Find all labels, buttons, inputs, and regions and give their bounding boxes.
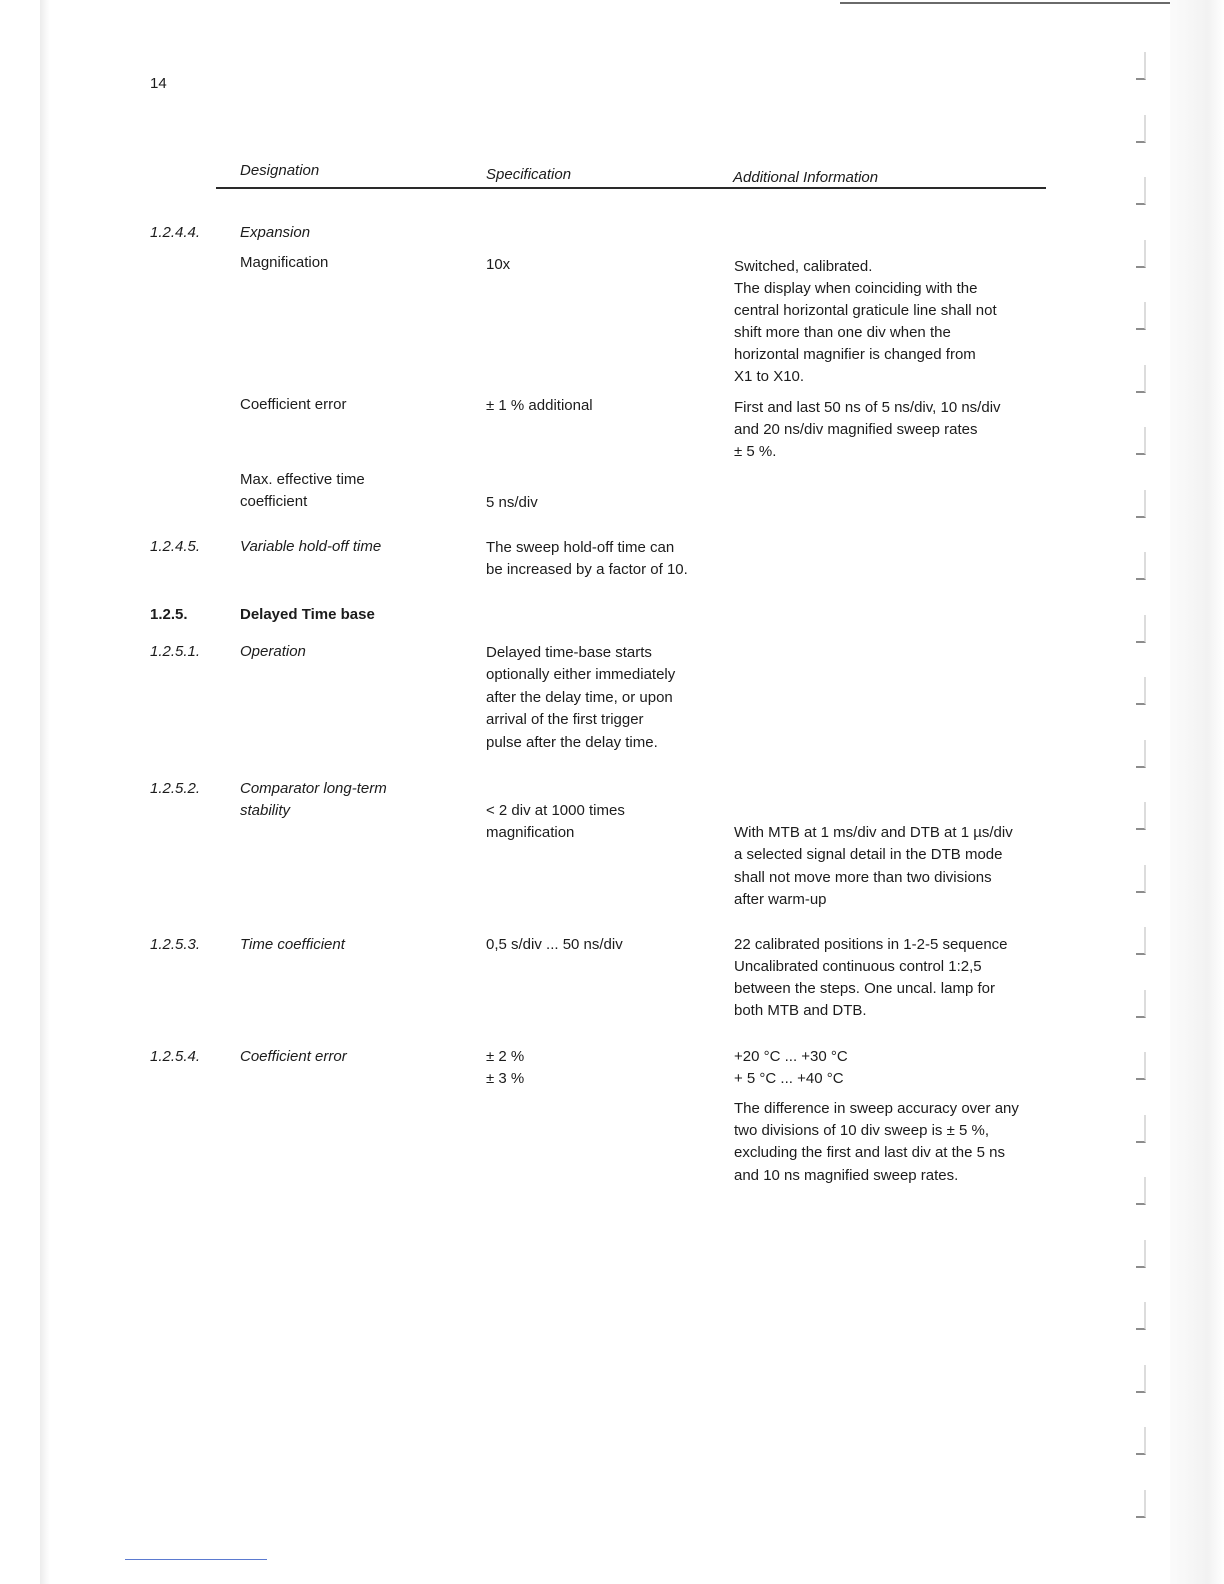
magnification-info-line: shift more than one div when the <box>734 324 951 341</box>
binder-mark <box>1136 1115 1146 1143</box>
section-title-line: Comparator long-term <box>240 780 387 797</box>
binder-mark <box>1136 927 1146 955</box>
scan-edge-left <box>40 0 50 1584</box>
section-number: 1.2.5.3. <box>150 936 201 953</box>
section-title: Expansion <box>240 224 311 241</box>
binder-mark <box>1136 865 1146 893</box>
temperature-range-line: + 5 °C ... +40 °C <box>734 1070 844 1087</box>
section-number: 1.2.5.2. <box>150 780 201 797</box>
binder-mark <box>1136 115 1146 143</box>
max-effective-spec: 5 ns/div <box>486 494 538 511</box>
coefficient-error-info-line: ± 5 %. <box>734 443 777 460</box>
binder-mark <box>1136 365 1146 393</box>
binder-mark <box>1136 302 1146 330</box>
stability-info-line: after warm-up <box>734 891 827 908</box>
operation-spec-line: optionally either immediately <box>486 666 676 683</box>
scan-edge-right <box>1170 0 1224 1584</box>
sweep-accuracy-info-line: two divisions of 10 div sweep is ± 5 %, <box>734 1122 990 1139</box>
temperature-range-line: +20 °C ... +30 °C <box>734 1048 848 1065</box>
stability-info-line: a selected signal detail in the DTB mode <box>734 846 1003 863</box>
sweep-accuracy-info-line: excluding the first and last div at the 5 ns <box>734 1144 1005 1161</box>
binder-mark <box>1136 615 1146 643</box>
sweep-accuracy-info-line: and 10 ns magnified sweep rates. <box>734 1167 959 1184</box>
binder-mark <box>1136 240 1146 268</box>
max-effective-label-line: Max. effective time <box>240 471 365 488</box>
magnification-spec: 10x <box>486 256 511 273</box>
binder-mark <box>1136 552 1146 580</box>
binder-mark <box>1136 1177 1146 1205</box>
section-number: 1.2.4.5. <box>150 538 201 555</box>
binder-mark <box>1136 990 1146 1018</box>
binder-mark <box>1136 1240 1146 1268</box>
binder-mark <box>1136 677 1146 705</box>
binder-mark <box>1136 1427 1146 1455</box>
binder-mark <box>1136 1302 1146 1330</box>
binder-mark <box>1136 1052 1146 1080</box>
column-header-specification: Specification <box>486 166 572 183</box>
binder-mark <box>1136 802 1146 830</box>
coefficient-error-label: Coefficient error <box>240 396 347 413</box>
page-number: 14 <box>150 75 167 92</box>
time-coefficient-info-line: 22 calibrated positions in 1-2-5 sequence <box>734 936 1008 953</box>
time-coefficient-info-line: both MTB and DTB. <box>734 1002 867 1019</box>
section-title: Coefficient error <box>240 1048 347 1065</box>
binder-mark <box>1136 740 1146 768</box>
magnification-info-line: The display when coinciding with the <box>734 280 978 297</box>
header-rule <box>216 187 1046 189</box>
time-coefficient-spec: 0,5 s/div ... 50 ns/div <box>486 936 623 953</box>
sweep-accuracy-info-line: The difference in sweep accuracy over any <box>734 1100 1019 1117</box>
column-header-designation: Designation <box>240 162 320 179</box>
stability-spec-line: magnification <box>486 824 575 841</box>
section-number: 1.2.4.4. <box>150 224 201 241</box>
operation-spec-line: after the delay time, or upon <box>486 689 673 706</box>
max-effective-label-line: coefficient <box>240 493 308 510</box>
section-title-line: stability <box>240 802 291 819</box>
magnification-info-line: central horizontal graticule line shall not <box>734 302 997 319</box>
operation-spec-line: Delayed time-base starts <box>486 644 652 661</box>
stability-info-line: shall not move more than two divisions <box>734 869 992 886</box>
bottom-rule <box>125 1559 267 1560</box>
binder-mark <box>1136 52 1146 80</box>
coefficient-error-spec: ± 1 % additional <box>486 397 593 414</box>
section-number: 1.2.5.1. <box>150 643 201 660</box>
coefficient-error-info-line: and 20 ns/div magnified sweep rates <box>734 421 978 438</box>
column-header-additional-information: Additional Information <box>733 169 879 186</box>
stability-spec-line: < 2 div at 1000 times <box>486 802 625 819</box>
section-number: 1.2.5.4. <box>150 1048 201 1065</box>
operation-spec-line: pulse after the delay time. <box>486 734 658 751</box>
binder-mark <box>1136 490 1146 518</box>
top-rule <box>840 2 1170 4</box>
section-number: 1.2.5. <box>150 606 188 623</box>
magnification-label: Magnification <box>240 254 329 271</box>
binder-mark <box>1136 427 1146 455</box>
magnification-info-line: horizontal magnifier is changed from <box>734 346 976 363</box>
section-title: Delayed Time base <box>240 606 375 623</box>
coefficient-error-info-line: First and last 50 ns of 5 ns/div, 10 ns/div <box>734 399 1001 416</box>
hold-off-spec-line: The sweep hold-off time can <box>486 539 675 556</box>
section-title: Variable hold-off time <box>240 538 382 555</box>
time-coefficient-info-line: between the steps. One uncal. lamp for <box>734 980 995 997</box>
stability-info-line: With MTB at 1 ms/div and DTB at 1 µs/div <box>734 824 1013 841</box>
coefficient-error-spec-line: ± 3 % <box>486 1070 525 1087</box>
binder-mark <box>1136 177 1146 205</box>
section-title: Operation <box>240 643 306 660</box>
hold-off-spec-line: be increased by a factor of 10. <box>486 561 688 578</box>
operation-spec-line: arrival of the first trigger <box>486 711 644 728</box>
section-title: Time coefficient <box>240 936 345 953</box>
time-coefficient-info-line: Uncalibrated continuous control 1:2,5 <box>734 958 982 975</box>
binder-mark <box>1136 1490 1146 1518</box>
binder-mark <box>1136 1365 1146 1393</box>
magnification-info-line: Switched, calibrated. <box>734 258 873 275</box>
magnification-info-line: X1 to X10. <box>734 368 805 385</box>
coefficient-error-spec-line: ± 2 % <box>486 1048 525 1065</box>
